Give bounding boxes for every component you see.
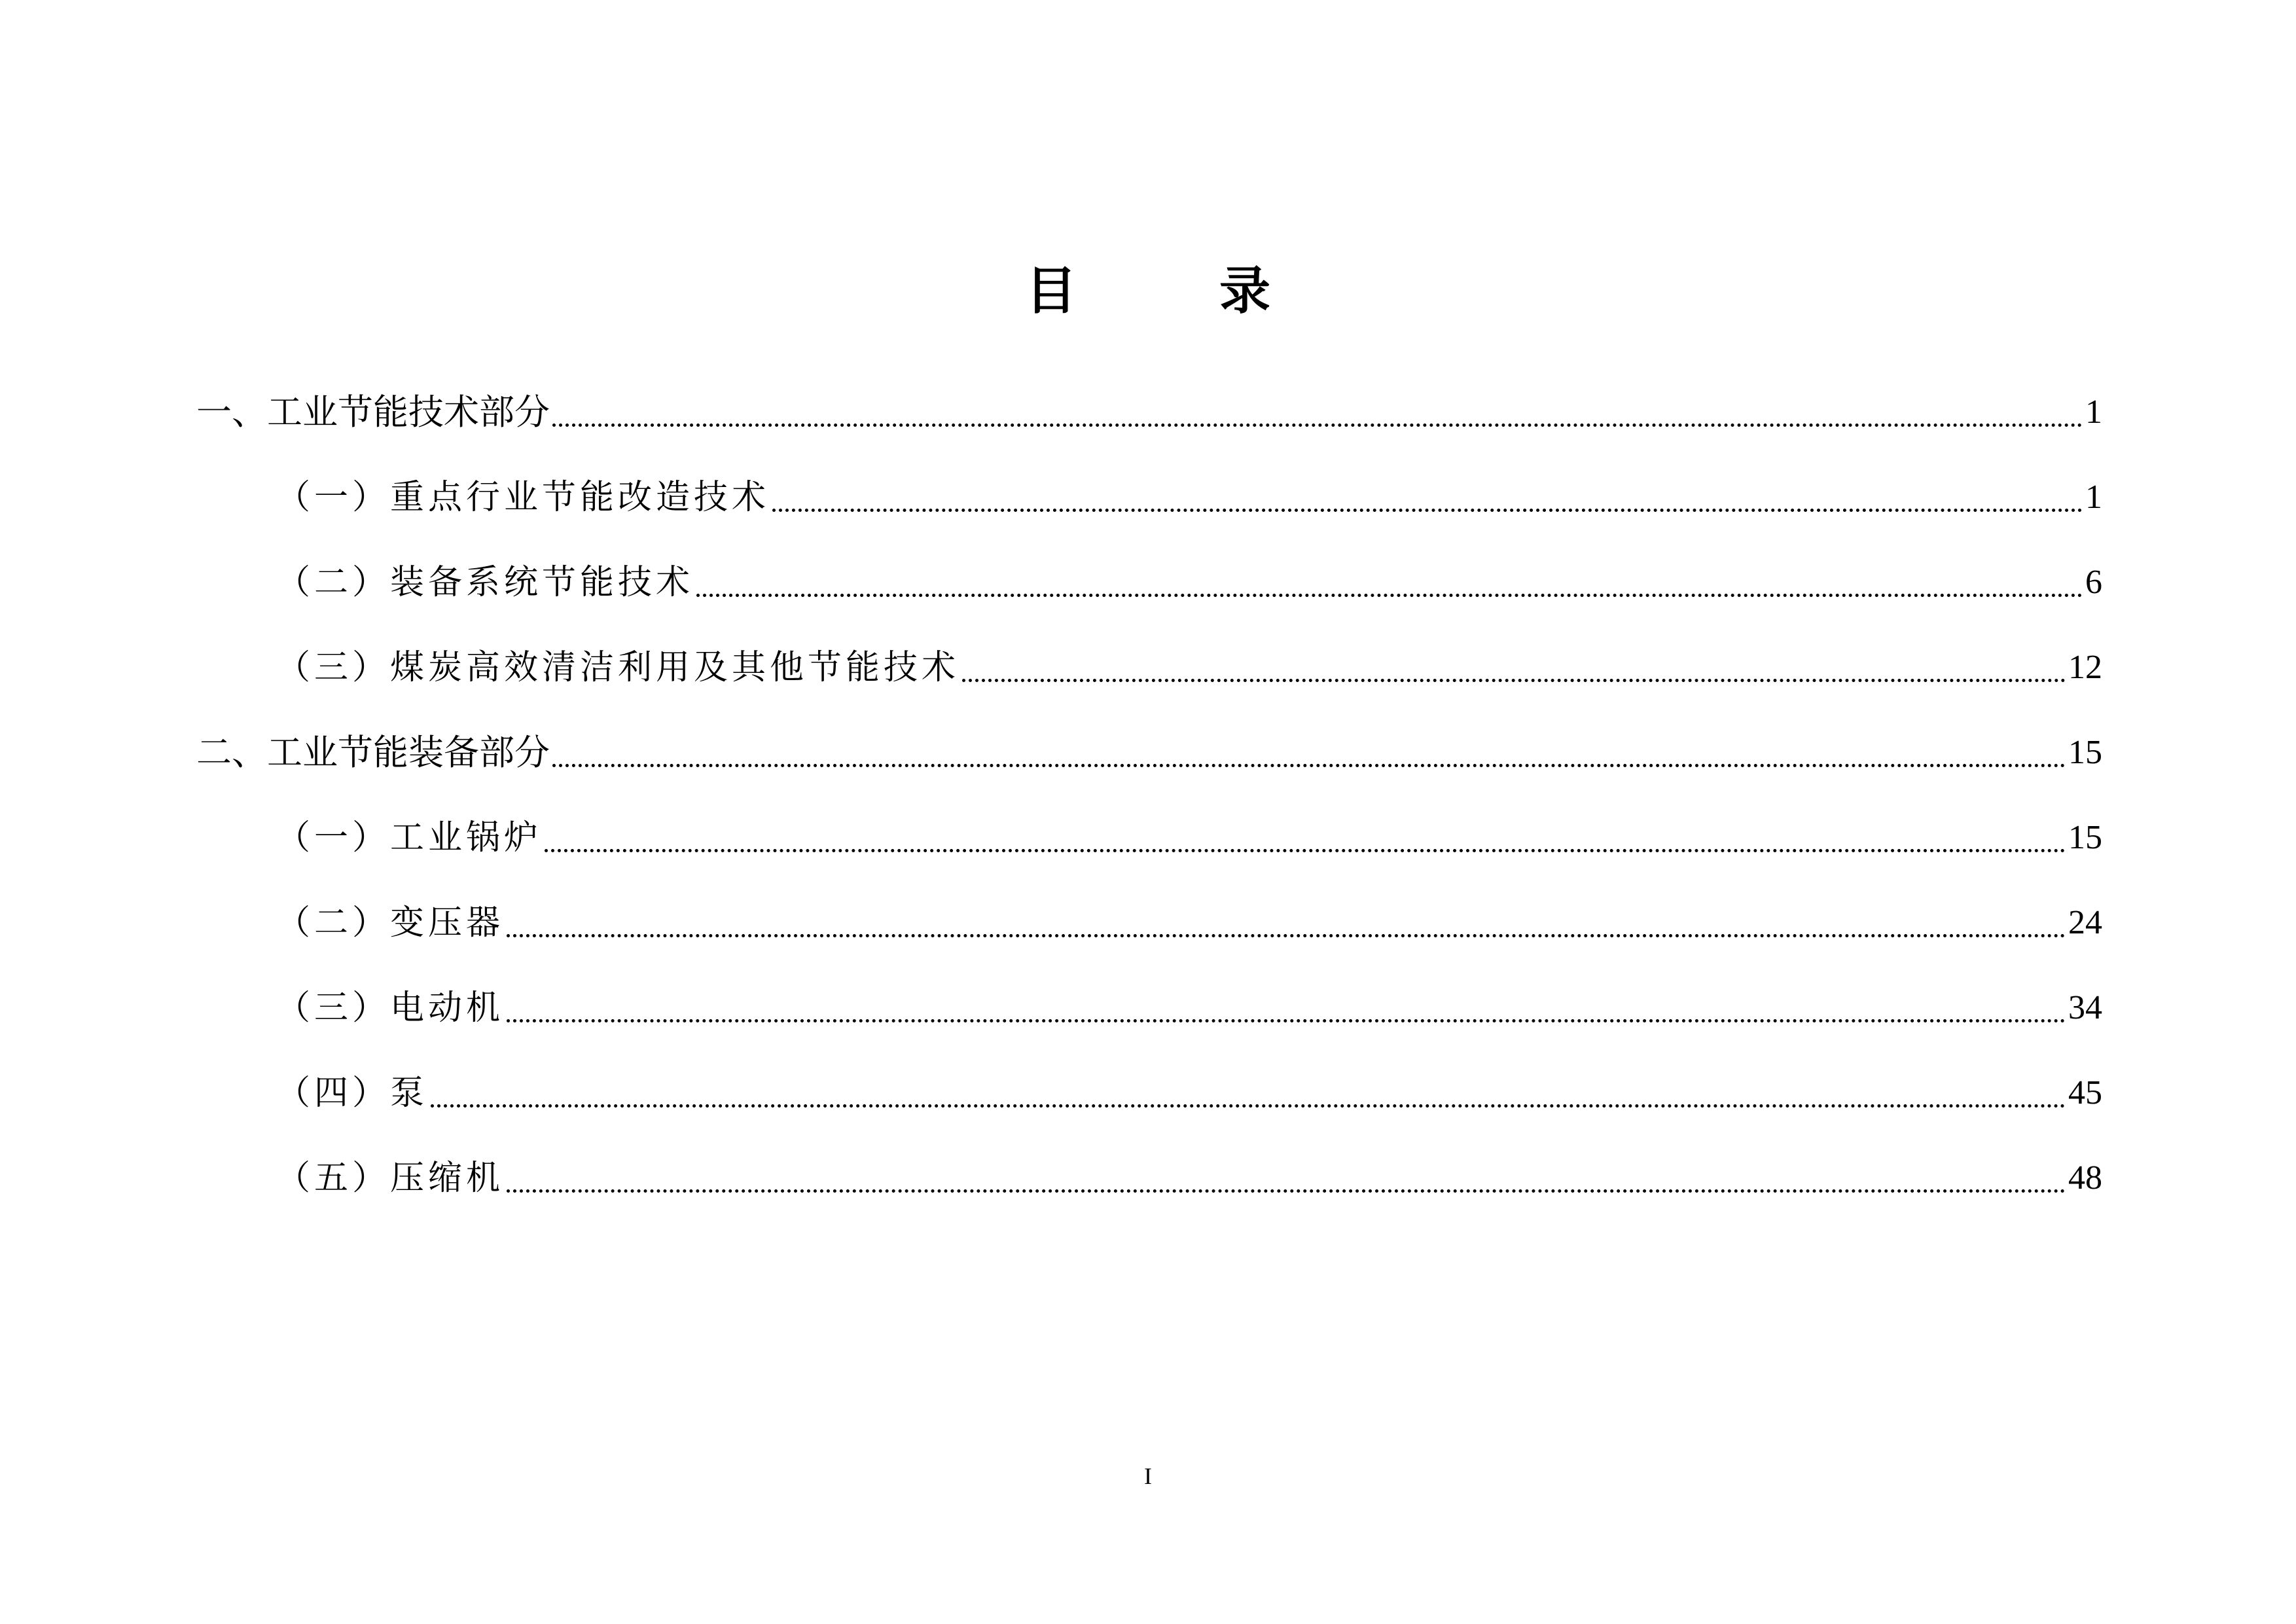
toc-entry[interactable] (196, 353, 2102, 439)
toc-entry-label: （四）泵 (276, 1074, 429, 1113)
toc-entry[interactable] (196, 439, 2102, 524)
toc-entry-page: 34 (2068, 989, 2102, 1026)
toc-dot-leader (552, 424, 2083, 427)
toc-entry-page: 15 (2068, 734, 2102, 771)
toc-entry[interactable] (196, 524, 2102, 609)
toc-entry-page: 45 (2068, 1074, 2102, 1111)
toc-dot-leader (507, 1189, 2066, 1193)
toc-entry-label: （二）变压器 (276, 903, 505, 943)
toc-entry[interactable] (196, 1119, 2102, 1204)
toc-dot-leader (772, 509, 2083, 512)
toc-dot-leader (696, 594, 2083, 597)
toc-dot-leader (431, 1104, 2066, 1108)
toc-entry[interactable] (196, 694, 2102, 779)
table-of-contents (196, 353, 2102, 1204)
toc-entry-label: 一、工业节能技术部分 (196, 391, 550, 433)
toc-entry[interactable] (196, 1034, 2102, 1119)
toc-entry-page: 24 (2068, 904, 2102, 941)
toc-dot-leader (552, 764, 2066, 767)
toc-entry-page: 48 (2068, 1159, 2102, 1197)
toc-entry-label: （三）煤炭高效清洁利用及其他节能技术 (276, 648, 960, 687)
toc-entry-page: 1 (2085, 393, 2102, 431)
toc-dot-leader (545, 849, 2066, 852)
toc-entry[interactable] (196, 864, 2102, 949)
toc-dot-leader (507, 1019, 2066, 1022)
toc-entry-label: （五）压缩机 (276, 1159, 505, 1198)
toc-entry-page: 1 (2085, 478, 2102, 516)
toc-entry[interactable] (196, 949, 2102, 1034)
toc-entry-label: （二）装备系统节能技术 (276, 563, 694, 602)
toc-entry[interactable] (196, 779, 2102, 864)
toc-entry-page: 15 (2068, 819, 2102, 856)
toc-title: 目 录 (1025, 262, 1316, 321)
toc-entry-label: （一）重点行业节能改造技术 (276, 478, 770, 517)
toc-entry-page: 12 (2068, 649, 2102, 686)
toc-entry-label: （一）工业锅炉 (276, 818, 543, 857)
toc-entry-label: 二、工业节能装备部分 (196, 732, 550, 773)
toc-dot-leader (962, 679, 2066, 682)
toc-entry-label: （三）电动机 (276, 988, 505, 1028)
toc-entry-page: 6 (2085, 564, 2102, 601)
toc-entry[interactable] (196, 609, 2102, 694)
toc-dot-leader (507, 934, 2066, 937)
page-number: I (1144, 1463, 1152, 1489)
